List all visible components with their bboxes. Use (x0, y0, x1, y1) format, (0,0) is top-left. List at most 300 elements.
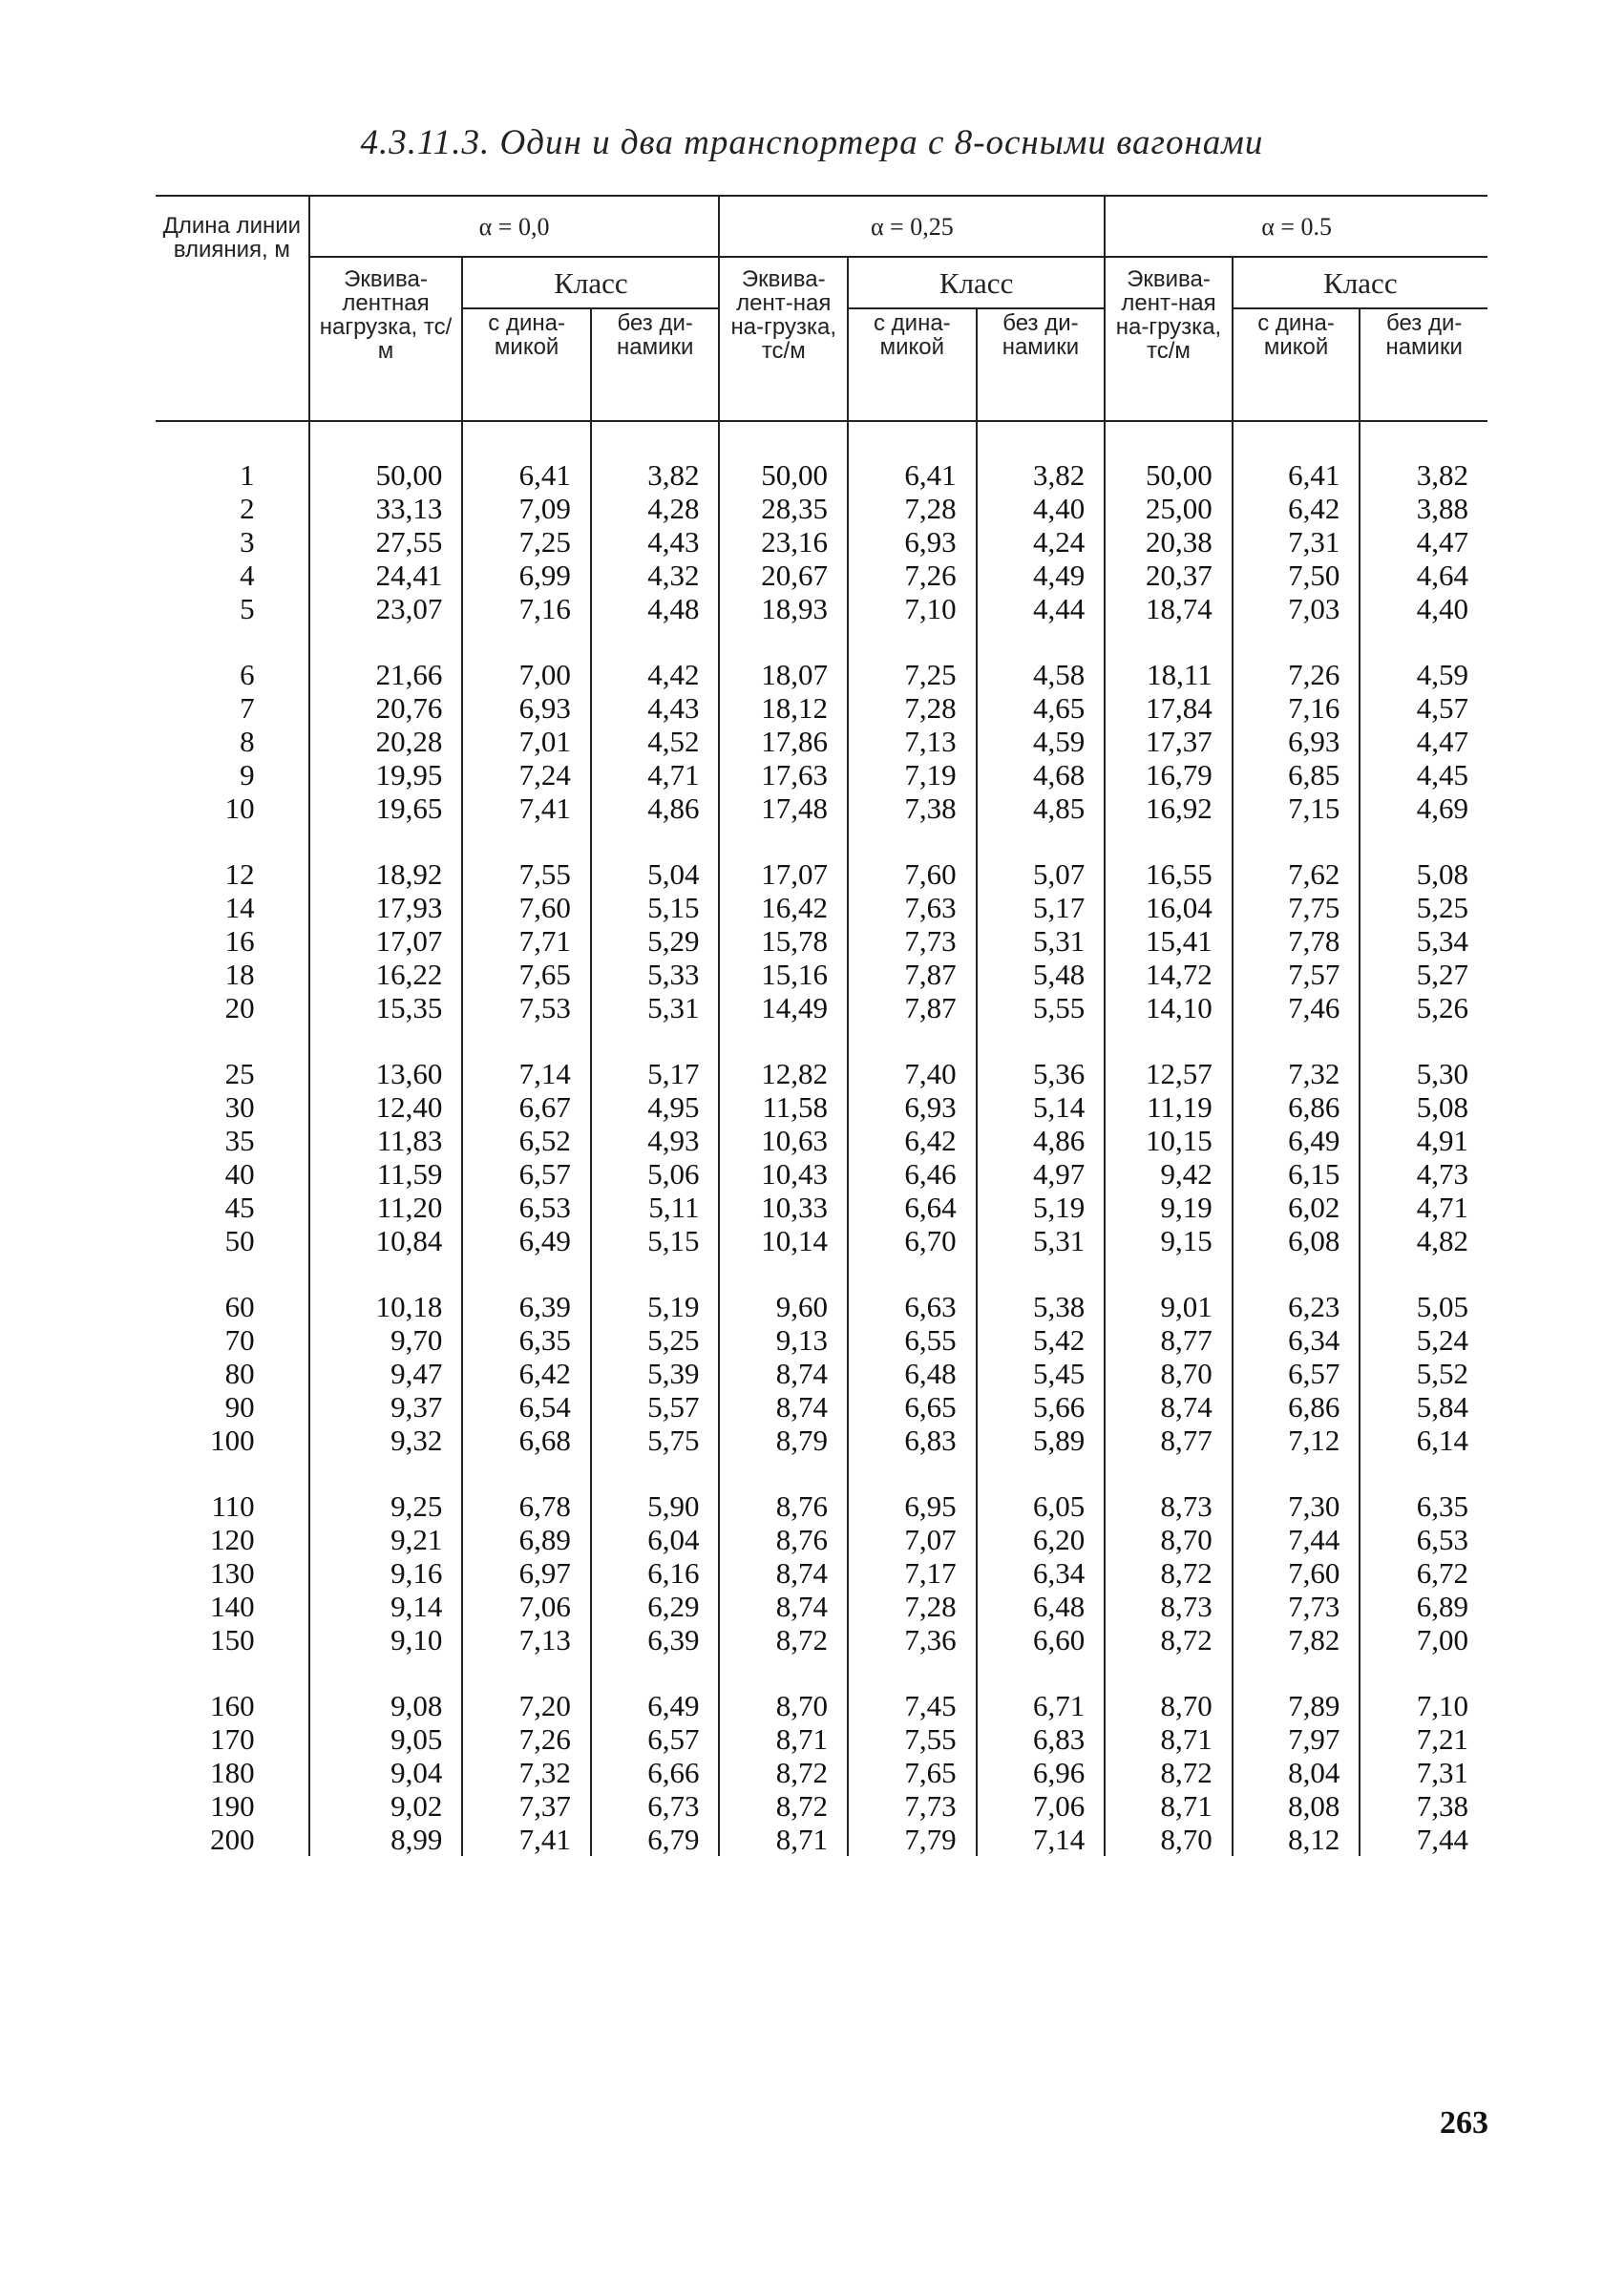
value-cell: 9,16 (309, 1556, 463, 1590)
value-cell: 3,82 (591, 458, 720, 492)
length-cell: 3 (240, 525, 255, 559)
value-cell: 11,83 (309, 1124, 463, 1157)
table-row (156, 658, 1487, 691)
value-cell: 6,46 (848, 1157, 977, 1191)
value-cell: 8,72 (1105, 1556, 1233, 1590)
value-cell: 4,71 (591, 758, 720, 791)
spacer-cell (591, 1257, 720, 1290)
value-cell: 6,15 (1233, 1157, 1360, 1191)
spacer-cell (309, 1656, 463, 1689)
value-cell: 7,24 (462, 758, 591, 791)
value-cell: 6,14 (1360, 1424, 1487, 1457)
value-cell: 5,57 (591, 1390, 720, 1424)
header-equiv-05: Эквива-лент-ная на-грузка, тс/м (1105, 257, 1233, 421)
value-cell: 7,44 (1360, 1823, 1487, 1856)
value-cell: 7,32 (1233, 1057, 1360, 1090)
value-cell: 8,71 (1105, 1722, 1233, 1756)
value-cell: 4,52 (591, 725, 720, 758)
value-cell: 4,57 (1360, 691, 1487, 725)
value-cell: 5,52 (1360, 1357, 1487, 1390)
header-length: Длина линии влияния, м (156, 196, 309, 421)
value-cell: 4,43 (591, 525, 720, 559)
table-body (156, 421, 1487, 1856)
value-cell: 7,38 (1360, 1789, 1487, 1823)
value-cell: 50,00 (719, 458, 848, 492)
value-cell: 6,89 (462, 1523, 591, 1556)
value-cell: 6,93 (848, 1090, 977, 1124)
value-cell: 8,77 (1105, 1323, 1233, 1357)
value-cell: 17,48 (719, 791, 848, 825)
value-cell: 7,36 (848, 1623, 977, 1656)
length-cell: 35 (224, 1124, 255, 1157)
spacer-cell (1233, 421, 1360, 458)
length-cell: 50 (224, 1224, 255, 1257)
value-cell: 11,59 (309, 1157, 463, 1191)
header-equiv-025: Эквива-лент-ная на-грузка, тс/м (719, 257, 848, 421)
value-cell: 50,00 (309, 458, 463, 492)
value-cell: 17,86 (719, 725, 848, 758)
value-cell: 7,10 (1360, 1689, 1487, 1722)
value-cell: 4,47 (1360, 725, 1487, 758)
spacer-cell (591, 1656, 720, 1689)
value-cell: 7,63 (848, 891, 977, 924)
value-cell: 7,07 (848, 1523, 977, 1556)
spacer-cell (591, 825, 720, 857)
value-cell: 8,71 (1105, 1789, 1233, 1823)
value-cell: 7,65 (462, 958, 591, 991)
header-without-dyn: без ди-намики (591, 308, 720, 421)
header-without-dyn: без ди-намики (1360, 308, 1487, 421)
spacer-cell (1360, 421, 1487, 458)
value-cell: 9,15 (1105, 1224, 1233, 1257)
value-cell: 6,49 (591, 1689, 720, 1722)
value-cell: 20,37 (1105, 559, 1233, 592)
value-cell: 6,79 (591, 1823, 720, 1856)
spacer-cell (591, 1457, 720, 1489)
value-cell: 5,14 (977, 1090, 1106, 1124)
spacer-cell (591, 625, 720, 658)
spacer-cell (309, 1257, 463, 1290)
value-cell: 7,75 (1233, 891, 1360, 924)
value-cell: 6,67 (462, 1090, 591, 1124)
table-row (156, 1489, 1487, 1523)
value-cell: 8,72 (719, 1756, 848, 1789)
length-cell: 9 (240, 758, 255, 791)
value-cell: 7,28 (848, 691, 977, 725)
value-cell: 9,13 (719, 1323, 848, 1357)
spacer-cell (156, 625, 309, 658)
table-row (156, 1722, 1487, 1756)
value-cell: 8,12 (1233, 1823, 1360, 1856)
value-cell: 18,12 (719, 691, 848, 725)
value-cell: 5,55 (977, 991, 1106, 1024)
value-cell: 8,70 (1105, 1689, 1233, 1722)
value-cell: 7,26 (1233, 658, 1360, 691)
value-cell: 8,99 (309, 1823, 463, 1856)
length-cell: 20 (224, 991, 255, 1024)
value-cell: 7,19 (848, 758, 977, 791)
spacer-cell (1360, 1457, 1487, 1489)
value-cell: 8,73 (1105, 1590, 1233, 1623)
length-cell: 40 (224, 1157, 255, 1191)
value-cell: 5,31 (591, 991, 720, 1024)
value-cell: 10,14 (719, 1224, 848, 1257)
value-cell: 7,28 (848, 1590, 977, 1623)
length-cell: 140 (210, 1590, 255, 1623)
header-with-dyn: с дина-микой (462, 308, 591, 421)
value-cell: 9,14 (309, 1590, 463, 1623)
spacer-cell (591, 421, 720, 458)
length-cell: 120 (210, 1523, 255, 1556)
value-cell: 12,82 (719, 1057, 848, 1090)
value-cell: 15,35 (309, 991, 463, 1024)
value-cell: 6,49 (1233, 1124, 1360, 1157)
value-cell: 8,72 (719, 1789, 848, 1823)
value-cell: 7,97 (1233, 1722, 1360, 1756)
value-cell: 8,76 (719, 1523, 848, 1556)
value-cell: 6,85 (1233, 758, 1360, 791)
value-cell: 13,60 (309, 1057, 463, 1090)
value-cell: 8,70 (1105, 1823, 1233, 1856)
length-cell: 190 (210, 1789, 255, 1823)
value-cell: 7,26 (848, 559, 977, 592)
value-cell: 7,82 (1233, 1623, 1360, 1656)
value-cell: 18,74 (1105, 592, 1233, 625)
value-cell: 8,74 (719, 1357, 848, 1390)
group-spacer (156, 1457, 1487, 1489)
value-cell: 8,76 (719, 1489, 848, 1523)
value-cell: 6,23 (1233, 1290, 1360, 1323)
value-cell: 7,15 (1233, 791, 1360, 825)
value-cell: 6,35 (1360, 1489, 1487, 1523)
spacer-cell (309, 625, 463, 658)
value-cell: 16,22 (309, 958, 463, 991)
value-cell: 4,93 (591, 1124, 720, 1157)
table-row (156, 1124, 1487, 1157)
value-cell: 3,82 (977, 458, 1106, 492)
spacer-cell (156, 1257, 309, 1290)
value-cell: 6,70 (848, 1224, 977, 1257)
value-cell: 4,49 (977, 559, 1106, 592)
value-cell: 19,95 (309, 758, 463, 791)
value-cell: 4,44 (977, 592, 1106, 625)
length-cell: 25 (224, 1057, 255, 1090)
value-cell: 6,42 (1233, 492, 1360, 525)
value-cell: 4,68 (977, 758, 1106, 791)
value-cell: 6,54 (462, 1390, 591, 1424)
value-cell: 6,52 (462, 1124, 591, 1157)
value-cell: 8,71 (719, 1823, 848, 1856)
value-cell: 5,19 (591, 1290, 720, 1323)
value-cell: 5,30 (1360, 1057, 1487, 1090)
value-cell: 5,39 (591, 1357, 720, 1390)
value-cell: 6,93 (1233, 725, 1360, 758)
value-cell: 6,53 (462, 1191, 591, 1224)
header-with-dyn: с дина-микой (1233, 308, 1360, 421)
value-cell: 5,89 (977, 1424, 1106, 1457)
spacer-cell (977, 421, 1106, 458)
value-cell: 7,12 (1233, 1424, 1360, 1457)
value-cell: 7,17 (848, 1556, 977, 1590)
value-cell: 8,74 (719, 1556, 848, 1590)
value-cell: 6,86 (1233, 1390, 1360, 1424)
value-cell: 4,73 (1360, 1157, 1487, 1191)
length-cell: 70 (224, 1323, 255, 1357)
value-cell: 25,00 (1105, 492, 1233, 525)
value-cell: 6,20 (977, 1523, 1106, 1556)
table-row (156, 1224, 1487, 1257)
value-cell: 8,74 (1105, 1390, 1233, 1424)
spacer-cell (462, 625, 591, 658)
value-cell: 4,82 (1360, 1224, 1487, 1257)
value-cell: 4,95 (591, 1090, 720, 1124)
value-cell: 4,45 (1360, 758, 1487, 791)
value-cell: 18,92 (309, 857, 463, 891)
value-cell: 6,53 (1360, 1523, 1487, 1556)
value-cell: 4,48 (591, 592, 720, 625)
value-cell: 6,41 (1233, 458, 1360, 492)
table-row (156, 525, 1487, 559)
value-cell: 10,18 (309, 1290, 463, 1323)
value-cell: 7,87 (848, 991, 977, 1024)
value-cell: 4,69 (1360, 791, 1487, 825)
value-cell: 7,73 (848, 924, 977, 958)
value-cell: 21,66 (309, 658, 463, 691)
value-cell: 9,05 (309, 1722, 463, 1756)
value-cell: 6,63 (848, 1290, 977, 1323)
value-cell: 6,41 (848, 458, 977, 492)
value-cell: 7,16 (462, 592, 591, 625)
group-spacer (156, 1257, 1487, 1290)
value-cell: 9,08 (309, 1689, 463, 1722)
value-cell: 7,57 (1233, 958, 1360, 991)
spacer-cell (156, 825, 309, 857)
spacer-cell (977, 1457, 1106, 1489)
value-cell: 7,71 (462, 924, 591, 958)
spacer-cell (1233, 1656, 1360, 1689)
length-cell: 170 (210, 1722, 255, 1756)
value-cell: 6,39 (591, 1623, 720, 1656)
spacer-cell (719, 1656, 848, 1689)
spacer-cell (1360, 825, 1487, 857)
value-cell: 18,11 (1105, 658, 1233, 691)
table-row (156, 1823, 1487, 1856)
value-cell: 5,19 (977, 1191, 1106, 1224)
table-row (156, 1556, 1487, 1590)
value-cell: 4,43 (591, 691, 720, 725)
value-cell: 7,28 (848, 492, 977, 525)
header-with-dyn: с дина-микой (848, 308, 977, 421)
value-cell: 7,10 (848, 592, 977, 625)
spacer-cell (462, 421, 591, 458)
value-cell: 6,66 (591, 1756, 720, 1789)
value-cell: 16,04 (1105, 891, 1233, 924)
value-cell: 5,17 (591, 1057, 720, 1090)
length-cell: 160 (210, 1689, 255, 1722)
value-cell: 9,01 (1105, 1290, 1233, 1323)
value-cell: 5,08 (1360, 857, 1487, 891)
value-cell: 7,32 (462, 1756, 591, 1789)
spacer-cell (977, 825, 1106, 857)
value-cell: 7,40 (848, 1057, 977, 1090)
spacer-cell (309, 1024, 463, 1057)
group-spacer (156, 825, 1487, 857)
value-cell: 15,78 (719, 924, 848, 958)
spacer-cell (156, 1656, 309, 1689)
value-cell: 17,07 (309, 924, 463, 958)
header-klass-025: Класс (848, 257, 1105, 308)
value-cell: 6,71 (977, 1689, 1106, 1722)
spacer-cell (1105, 1656, 1233, 1689)
value-cell: 5,31 (977, 924, 1106, 958)
value-cell: 6,57 (462, 1157, 591, 1191)
value-cell: 6,34 (977, 1556, 1106, 1590)
value-cell: 7,13 (848, 725, 977, 758)
value-cell: 3,82 (1360, 458, 1487, 492)
length-cell: 5 (240, 592, 255, 625)
value-cell: 15,16 (719, 958, 848, 991)
value-cell: 3,88 (1360, 492, 1487, 525)
spacer-cell (1233, 625, 1360, 658)
spacer-cell (719, 625, 848, 658)
header-alpha-0: α = 0,0 (309, 196, 720, 257)
value-cell: 17,84 (1105, 691, 1233, 725)
value-cell: 5,31 (977, 1224, 1106, 1257)
value-cell: 18,93 (719, 592, 848, 625)
value-cell: 8,74 (719, 1590, 848, 1623)
value-cell: 6,95 (848, 1489, 977, 1523)
value-cell: 6,39 (462, 1290, 591, 1323)
table-row (156, 492, 1487, 525)
value-cell: 9,21 (309, 1523, 463, 1556)
table-row (156, 725, 1487, 758)
spacer-cell (1105, 1457, 1233, 1489)
value-cell: 33,13 (309, 492, 463, 525)
load-table (156, 195, 1487, 1856)
value-cell: 9,70 (309, 1323, 463, 1357)
value-cell: 7,62 (1233, 857, 1360, 891)
spacer-cell (1233, 825, 1360, 857)
spacer-cell (1105, 1257, 1233, 1290)
value-cell: 14,72 (1105, 958, 1233, 991)
value-cell: 12,40 (309, 1090, 463, 1124)
length-cell: 12 (224, 857, 255, 891)
spacer-cell (156, 421, 309, 458)
length-cell: 6 (240, 658, 255, 691)
value-cell: 7,31 (1233, 525, 1360, 559)
value-cell: 9,47 (309, 1357, 463, 1390)
value-cell: 7,41 (462, 1823, 591, 1856)
value-cell: 11,58 (719, 1090, 848, 1124)
spacer-cell (309, 1457, 463, 1489)
value-cell: 5,45 (977, 1357, 1106, 1390)
spacer-cell (1233, 1457, 1360, 1489)
header-alpha-05: α = 0.5 (1105, 196, 1487, 257)
value-cell: 7,78 (1233, 924, 1360, 958)
value-cell: 7,73 (848, 1789, 977, 1823)
value-cell: 4,59 (977, 725, 1106, 758)
value-cell: 12,57 (1105, 1057, 1233, 1090)
spacer-cell (848, 1257, 977, 1290)
value-cell: 4,85 (977, 791, 1106, 825)
value-cell: 23,07 (309, 592, 463, 625)
value-cell: 8,79 (719, 1424, 848, 1457)
value-cell: 28,35 (719, 492, 848, 525)
table-row (156, 1789, 1487, 1823)
value-cell: 7,14 (977, 1823, 1106, 1856)
length-cell: 4 (240, 559, 255, 592)
value-cell: 8,72 (1105, 1623, 1233, 1656)
table-row (156, 559, 1487, 592)
value-cell: 5,26 (1360, 991, 1487, 1024)
value-cell: 6,89 (1360, 1590, 1487, 1623)
value-cell: 6,04 (591, 1523, 720, 1556)
value-cell: 5,66 (977, 1390, 1106, 1424)
value-cell: 7,00 (462, 658, 591, 691)
spacer-cell (462, 825, 591, 857)
value-cell: 6,16 (591, 1556, 720, 1590)
value-cell: 7,06 (977, 1789, 1106, 1823)
value-cell: 8,72 (1105, 1756, 1233, 1789)
value-cell: 5,07 (977, 857, 1106, 891)
value-cell: 7,46 (1233, 991, 1360, 1024)
value-cell: 5,04 (591, 857, 720, 891)
value-cell: 6,35 (462, 1323, 591, 1357)
spacer-cell (1233, 1257, 1360, 1290)
value-cell: 7,44 (1233, 1523, 1360, 1556)
value-cell: 5,08 (1360, 1090, 1487, 1124)
value-cell: 9,42 (1105, 1157, 1233, 1191)
value-cell: 7,01 (462, 725, 591, 758)
value-cell: 10,15 (1105, 1124, 1233, 1157)
table-row (156, 458, 1487, 492)
spacer-cell (462, 1024, 591, 1057)
value-cell: 6,41 (462, 458, 591, 492)
value-cell: 7,13 (462, 1623, 591, 1656)
spacer-cell (977, 1656, 1106, 1689)
spacer-cell (156, 1024, 309, 1057)
value-cell: 5,38 (977, 1290, 1106, 1323)
length-cell: 18 (224, 958, 255, 991)
table-row (156, 1323, 1487, 1357)
length-cell: 1 (240, 458, 255, 492)
value-cell: 7,21 (1360, 1722, 1487, 1756)
value-cell: 6,42 (462, 1357, 591, 1390)
value-cell: 9,02 (309, 1789, 463, 1823)
table-row (156, 1057, 1487, 1090)
value-cell: 6,42 (848, 1124, 977, 1157)
spacer-cell (977, 625, 1106, 658)
value-cell: 10,43 (719, 1157, 848, 1191)
length-cell: 110 (211, 1489, 255, 1523)
value-cell: 5,90 (591, 1489, 720, 1523)
value-cell: 5,25 (591, 1323, 720, 1357)
spacer-cell (1105, 1024, 1233, 1057)
value-cell: 4,32 (591, 559, 720, 592)
value-cell: 7,20 (462, 1689, 591, 1722)
value-cell: 14,49 (719, 991, 848, 1024)
spacer-cell (719, 825, 848, 857)
value-cell: 7,03 (1233, 592, 1360, 625)
spacer-cell (719, 1257, 848, 1290)
value-cell: 4,65 (977, 691, 1106, 725)
table-row (156, 1623, 1487, 1656)
value-cell: 5,75 (591, 1424, 720, 1457)
length-cell: 100 (210, 1424, 255, 1457)
value-cell: 17,63 (719, 758, 848, 791)
value-cell: 27,55 (309, 525, 463, 559)
value-cell: 4,24 (977, 525, 1106, 559)
